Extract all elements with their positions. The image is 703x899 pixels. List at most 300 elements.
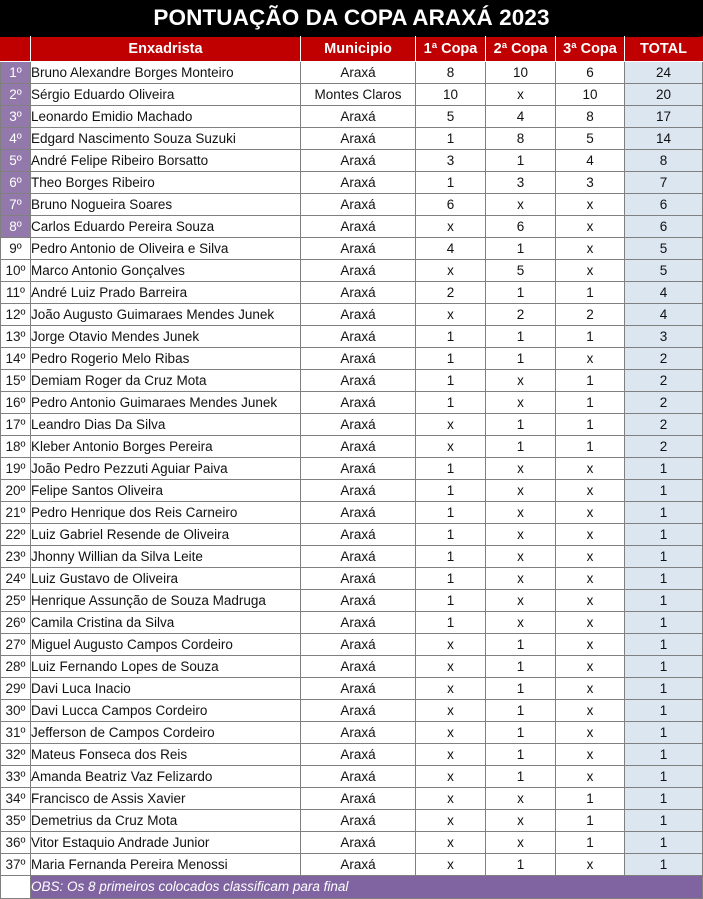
cell-city: Araxá [301,458,416,480]
cell-cup1-points: x [416,810,486,832]
cell-player-name: Mateus Fonseca dos Reis [31,744,301,766]
cell-total-points: 2 [625,436,703,458]
cell-city: Araxá [301,656,416,678]
cell-player-name: Demetrius da Cruz Mota [31,810,301,832]
cell-total-points: 1 [625,788,703,810]
table-row [1,788,703,810]
cell-total-points: 1 [625,590,703,612]
cell-cup2-points: 2 [486,304,556,326]
cell-cup1-points: 1 [416,590,486,612]
cell-cup2-points: 1 [486,436,556,458]
table-row [1,348,703,370]
cell-cup3-points: x [556,612,625,634]
cell-player-name: Demiam Roger da Cruz Mota [31,370,301,392]
cell-cup2-points: 1 [486,722,556,744]
cell-city: Araxá [301,106,416,128]
cell-cup2-points: 1 [486,678,556,700]
cell-player-name: Maria Fernanda Pereira Menossi [31,854,301,876]
cell-cup3-points: 10 [556,84,625,106]
cell-total-points: 2 [625,370,703,392]
cell-player-name: Jefferson de Campos Cordeiro [31,722,301,744]
cell-cup2-points: 10 [486,62,556,84]
cell-cup1-points: x [416,414,486,436]
cell-city: Araxá [301,832,416,854]
cell-player-name: Miguel Augusto Campos Cordeiro [31,634,301,656]
column-header-cup1[interactable]: 1ª Copa [416,37,486,62]
cell-cup3-points: 5 [556,128,625,150]
cell-city: Araxá [301,392,416,414]
cell-rank: 37º [1,854,31,876]
cell-city: Araxá [301,810,416,832]
cell-cup1-points: 1 [416,502,486,524]
cell-cup1-points: 10 [416,84,486,106]
cell-cup1-points: 6 [416,194,486,216]
cell-cup1-points: 1 [416,480,486,502]
cell-cup3-points: x [556,194,625,216]
table-row [1,854,703,876]
cell-cup1-points: 1 [416,458,486,480]
cell-rank: 16º [1,392,31,414]
cell-cup3-points: x [556,854,625,876]
cell-cup1-points: 1 [416,172,486,194]
cell-city: Araxá [301,348,416,370]
cell-total-points: 17 [625,106,703,128]
table-row [1,106,703,128]
cell-rank: 1º [1,62,31,84]
column-header-cup3[interactable]: 3ª Copa [556,37,625,62]
table-row [1,84,703,106]
cell-city: Araxá [301,700,416,722]
table-row [1,810,703,832]
table-row [1,370,703,392]
cell-player-name: João Pedro Pezzuti Aguiar Paiva [31,458,301,480]
table-row [1,766,703,788]
cell-total-points: 1 [625,480,703,502]
cell-rank: 23º [1,546,31,568]
cell-rank: 30º [1,700,31,722]
cell-cup1-points: 1 [416,546,486,568]
cell-cup1-points: x [416,656,486,678]
cell-cup1-points: 1 [416,326,486,348]
cell-player-name: Edgard Nascimento Souza Suzuki [31,128,301,150]
cell-city: Araxá [301,194,416,216]
cell-player-name: Carlos Eduardo Pereira Souza [31,216,301,238]
cell-total-points: 4 [625,282,703,304]
cell-rank: 22º [1,524,31,546]
table-footer [1,876,703,899]
table-row [1,62,703,84]
cell-total-points: 14 [625,128,703,150]
cell-rank: 28º [1,656,31,678]
cell-cup3-points: 3 [556,172,625,194]
cell-cup2-points: x [486,370,556,392]
cell-rank: 18º [1,436,31,458]
cell-player-name: Theo Borges Ribeiro [31,172,301,194]
cell-cup3-points: x [556,700,625,722]
cell-cup1-points: 2 [416,282,486,304]
table-row [1,634,703,656]
table-row [1,260,703,282]
cell-cup1-points: x [416,260,486,282]
table-row [1,590,703,612]
cell-total-points: 1 [625,568,703,590]
cell-cup2-points: 3 [486,172,556,194]
cell-rank: 20º [1,480,31,502]
cell-total-points: 2 [625,348,703,370]
cell-total-points: 3 [625,326,703,348]
cell-rank: 33º [1,766,31,788]
cell-rank: 2º [1,84,31,106]
cell-cup3-points: 1 [556,436,625,458]
table-row [1,722,703,744]
standings-table [0,36,703,899]
cell-city: Araxá [301,326,416,348]
cell-cup1-points: 1 [416,392,486,414]
cell-cup3-points: 1 [556,326,625,348]
cell-city: Araxá [301,172,416,194]
cell-player-name: Pedro Antonio Guimaraes Mendes Junek [31,392,301,414]
cell-cup2-points: 1 [486,744,556,766]
cell-total-points: 2 [625,414,703,436]
cell-cup3-points: x [556,260,625,282]
table-row [1,414,703,436]
cell-cup3-points: x [556,216,625,238]
table-row [1,194,703,216]
cell-cup3-points: x [556,546,625,568]
cell-player-name: Davi Luca Inacio [31,678,301,700]
cell-cup2-points: 1 [486,854,556,876]
cell-rank: 35º [1,810,31,832]
cell-cup1-points: x [416,634,486,656]
table-row [1,282,703,304]
cell-player-name: Leandro Dias Da Silva [31,414,301,436]
cell-total-points: 4 [625,304,703,326]
cell-rank: 27º [1,634,31,656]
cell-city: Araxá [301,678,416,700]
table-body [1,62,703,876]
cell-city: Araxá [301,238,416,260]
table-row [1,304,703,326]
table-row [1,392,703,414]
cell-total-points: 7 [625,172,703,194]
cell-cup3-points: x [556,238,625,260]
cell-cup3-points: x [556,502,625,524]
cell-cup2-points: x [486,502,556,524]
cell-total-points: 1 [625,546,703,568]
cell-player-name: Jhonny Willian da Silva Leite [31,546,301,568]
cell-city: Araxá [301,854,416,876]
qualification-note: OBS: Os 8 primeiros colocados classificam para final [31,876,703,899]
cell-city: Araxá [301,216,416,238]
cell-total-points: 2 [625,392,703,414]
table-row [1,238,703,260]
cell-cup1-points: x [416,854,486,876]
cell-player-name: Luiz Gustavo de Oliveira [31,568,301,590]
column-header-rank[interactable] [1,37,31,62]
cell-cup2-points: x [486,392,556,414]
cell-rank: 6º [1,172,31,194]
column-header-total[interactable]: TOTAL [625,37,703,62]
cell-cup3-points: x [556,766,625,788]
cell-city: Araxá [301,304,416,326]
cell-cup1-points: x [416,744,486,766]
cell-rank: 17º [1,414,31,436]
cell-cup2-points: 1 [486,282,556,304]
table-row [1,524,703,546]
cell-city: Araxá [301,480,416,502]
cell-city: Araxá [301,128,416,150]
cell-total-points: 1 [625,678,703,700]
cell-player-name: Amanda Beatriz Vaz Felizardo [31,766,301,788]
cell-player-name: Vitor Estaquio Andrade Junior [31,832,301,854]
cell-cup2-points: 1 [486,766,556,788]
cell-cup2-points: 6 [486,216,556,238]
cell-total-points: 1 [625,744,703,766]
cell-cup2-points: 1 [486,656,556,678]
cell-city: Araxá [301,744,416,766]
cell-city: Araxá [301,546,416,568]
cell-cup2-points: x [486,480,556,502]
cell-player-name: Pedro Henrique dos Reis Carneiro [31,502,301,524]
cell-player-name: Leonardo Emidio Machado [31,106,301,128]
cell-cup3-points: x [556,480,625,502]
cell-total-points: 1 [625,700,703,722]
table-row [1,546,703,568]
cell-city: Araxá [301,414,416,436]
cell-rank: 19º [1,458,31,480]
cell-cup1-points: x [416,832,486,854]
table-row [1,128,703,150]
cell-city: Araxá [301,524,416,546]
cell-cup2-points: x [486,612,556,634]
cell-total-points: 1 [625,766,703,788]
cell-total-points: 1 [625,656,703,678]
cell-rank: 3º [1,106,31,128]
cell-rank: 36º [1,832,31,854]
cell-rank: 29º [1,678,31,700]
cell-rank: 5º [1,150,31,172]
cell-total-points: 20 [625,84,703,106]
cell-cup3-points: 1 [556,788,625,810]
cell-city: Araxá [301,436,416,458]
cell-cup3-points: x [556,634,625,656]
cell-total-points: 8 [625,150,703,172]
cell-cup2-points: x [486,458,556,480]
cell-cup3-points: x [556,348,625,370]
note-row [1,876,703,899]
cell-cup1-points: x [416,304,486,326]
cell-cup2-points: x [486,194,556,216]
cell-total-points: 1 [625,634,703,656]
table-row [1,216,703,238]
cell-player-name: André Luiz Prado Barreira [31,282,301,304]
cell-cup1-points: x [416,216,486,238]
cell-cup2-points: x [486,590,556,612]
cell-total-points: 1 [625,722,703,744]
cell-cup2-points: x [486,788,556,810]
cell-player-name: Davi Lucca Campos Cordeiro [31,700,301,722]
cell-rank: 21º [1,502,31,524]
cell-rank: 34º [1,788,31,810]
table-row [1,612,703,634]
cell-cup3-points: 6 [556,62,625,84]
cell-cup1-points: 1 [416,612,486,634]
cell-cup3-points: 2 [556,304,625,326]
cell-rank: 24º [1,568,31,590]
cell-player-name: Henrique Assunção de Souza Madruga [31,590,301,612]
cell-cup2-points: x [486,84,556,106]
cell-city: Araxá [301,370,416,392]
cell-cup1-points: 1 [416,128,486,150]
table-row [1,700,703,722]
column-header-cup2[interactable]: 2ª Copa [486,37,556,62]
cell-city: Araxá [301,722,416,744]
title-banner [0,0,703,36]
cell-cup3-points: 1 [556,392,625,414]
cell-cup3-points: 1 [556,832,625,854]
cell-cup1-points: 8 [416,62,486,84]
cell-cup1-points: 1 [416,524,486,546]
cell-rank: 31º [1,722,31,744]
cell-cup1-points: 1 [416,348,486,370]
cell-city: Araxá [301,62,416,84]
table-row [1,172,703,194]
cell-cup2-points: 1 [486,348,556,370]
cell-cup2-points: x [486,568,556,590]
cell-cup1-points: 1 [416,370,486,392]
note-blank-cell [1,876,31,899]
cell-cup1-points: 5 [416,106,486,128]
cell-cup2-points: 4 [486,106,556,128]
cell-total-points: 1 [625,524,703,546]
cell-player-name: Luiz Fernando Lopes de Souza [31,656,301,678]
cell-player-name: Bruno Nogueira Soares [31,194,301,216]
cell-cup2-points: 1 [486,150,556,172]
cell-city: Araxá [301,766,416,788]
cell-cup1-points: x [416,700,486,722]
cell-cup3-points: x [556,722,625,744]
cell-total-points: 1 [625,612,703,634]
cell-city: Araxá [301,502,416,524]
cell-total-points: 6 [625,216,703,238]
table-row [1,436,703,458]
table-row [1,678,703,700]
cell-city: Araxá [301,612,416,634]
table-row [1,568,703,590]
cell-cup3-points: x [556,524,625,546]
cell-cup1-points: x [416,678,486,700]
table-row [1,326,703,348]
cell-cup1-points: x [416,766,486,788]
cell-rank: 8º [1,216,31,238]
table-row [1,458,703,480]
cell-city: Araxá [301,788,416,810]
cell-rank: 7º [1,194,31,216]
cell-cup3-points: 1 [556,370,625,392]
cell-total-points: 1 [625,502,703,524]
cell-total-points: 24 [625,62,703,84]
cell-cup1-points: 4 [416,238,486,260]
cell-rank: 26º [1,612,31,634]
cell-cup2-points: 1 [486,238,556,260]
cell-player-name: Francisco de Assis Xavier [31,788,301,810]
cell-player-name: Kleber Antonio Borges Pereira [31,436,301,458]
page-title: PONTUAÇÃO DA COPA ARAXÁ 2023 [153,4,550,30]
cell-cup2-points: x [486,546,556,568]
cell-total-points: 5 [625,260,703,282]
cell-player-name: Pedro Antonio de Oliveira e Silva [31,238,301,260]
cell-rank: 13º [1,326,31,348]
cell-cup1-points: 3 [416,150,486,172]
cell-total-points: 1 [625,854,703,876]
cell-total-points: 1 [625,832,703,854]
cell-rank: 10º [1,260,31,282]
cell-rank: 4º [1,128,31,150]
table-header [1,37,703,62]
cell-cup1-points: x [416,788,486,810]
cell-rank: 14º [1,348,31,370]
cell-player-name: Jorge Otavio Mendes Junek [31,326,301,348]
cell-city: Araxá [301,282,416,304]
cell-cup3-points: 1 [556,282,625,304]
cell-cup2-points: x [486,832,556,854]
cell-rank: 12º [1,304,31,326]
cell-city: Araxá [301,150,416,172]
cell-player-name: Felipe Santos Oliveira [31,480,301,502]
cell-player-name: André Felipe Ribeiro Borsatto [31,150,301,172]
cell-player-name: Bruno Alexandre Borges Monteiro [31,62,301,84]
cell-city: Araxá [301,634,416,656]
table-row [1,744,703,766]
column-header-city[interactable]: Municipio [301,37,416,62]
cell-total-points: 1 [625,458,703,480]
cell-cup2-points: 8 [486,128,556,150]
cell-cup3-points: 1 [556,414,625,436]
cell-rank: 15º [1,370,31,392]
cell-cup3-points: x [556,590,625,612]
column-header-name[interactable]: Enxadrista [31,37,301,62]
cell-total-points: 1 [625,810,703,832]
cell-city: Araxá [301,568,416,590]
cell-total-points: 6 [625,194,703,216]
cell-cup2-points: 1 [486,326,556,348]
cell-player-name: João Augusto Guimaraes Mendes Junek [31,304,301,326]
cell-cup1-points: x [416,436,486,458]
cell-cup3-points: x [556,744,625,766]
cell-rank: 9º [1,238,31,260]
cell-cup3-points: 4 [556,150,625,172]
cell-rank: 25º [1,590,31,612]
cell-cup2-points: 5 [486,260,556,282]
cell-total-points: 5 [625,238,703,260]
cell-cup3-points: x [556,568,625,590]
cell-cup2-points: 1 [486,414,556,436]
cell-city: Araxá [301,590,416,612]
cell-cup1-points: 1 [416,568,486,590]
cell-player-name: Luiz Gabriel Resende de Oliveira [31,524,301,546]
cell-cup2-points: 1 [486,700,556,722]
table-row [1,832,703,854]
cell-cup2-points: x [486,810,556,832]
cell-rank: 32º [1,744,31,766]
cell-cup3-points: x [556,458,625,480]
cell-cup2-points: x [486,524,556,546]
cell-player-name: Marco Antonio Gonçalves [31,260,301,282]
cell-cup2-points: 1 [486,634,556,656]
table-row [1,480,703,502]
cell-cup3-points: x [556,656,625,678]
cell-player-name: Pedro Rogerio Melo Ribas [31,348,301,370]
